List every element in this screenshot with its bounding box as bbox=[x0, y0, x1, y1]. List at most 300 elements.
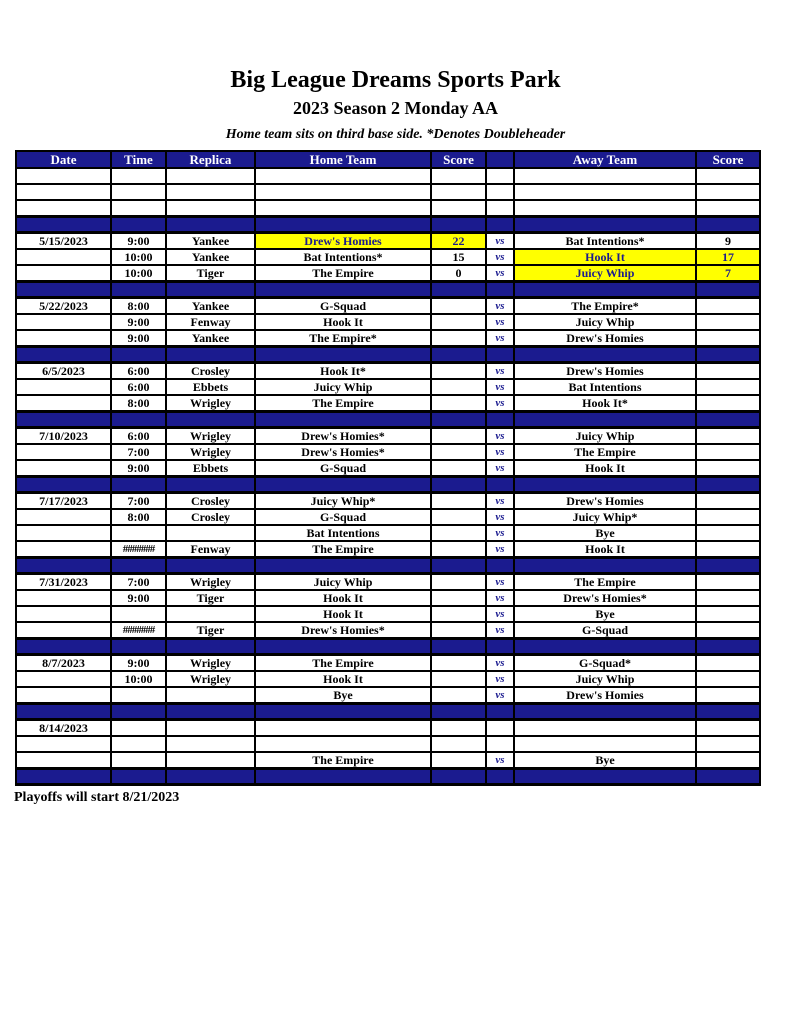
vs-cell: vs bbox=[486, 232, 514, 249]
home-team-cell bbox=[255, 411, 431, 427]
replica-cell bbox=[166, 768, 255, 784]
time-cell bbox=[111, 168, 166, 184]
home-team-cell: Juicy Whip bbox=[255, 379, 431, 395]
away-team-cell: Bye bbox=[514, 525, 696, 541]
home-score-cell bbox=[431, 768, 486, 784]
home-team-cell bbox=[255, 736, 431, 752]
time-cell: ####### bbox=[111, 622, 166, 639]
date-cell bbox=[16, 168, 111, 184]
date-cell bbox=[16, 590, 111, 606]
date-cell: 7/10/2023 bbox=[16, 427, 111, 444]
away-team-cell: Bat Intentions bbox=[514, 379, 696, 395]
home-team-cell: The Empire bbox=[255, 265, 431, 282]
home-team-cell: Hook It bbox=[255, 671, 431, 687]
home-score-cell: 15 bbox=[431, 249, 486, 265]
away-score-cell bbox=[696, 573, 760, 590]
replica-cell bbox=[166, 216, 255, 232]
time-cell bbox=[111, 768, 166, 784]
date-cell bbox=[16, 411, 111, 427]
replica-cell: Ebbets bbox=[166, 460, 255, 477]
time-cell: 10:00 bbox=[111, 249, 166, 265]
time-cell bbox=[111, 525, 166, 541]
date-cell: 7/31/2023 bbox=[16, 573, 111, 590]
replica-cell: Tiger bbox=[166, 622, 255, 639]
replica-cell bbox=[166, 525, 255, 541]
home-team-cell bbox=[255, 200, 431, 216]
home-score-cell bbox=[431, 346, 486, 362]
time-cell bbox=[111, 719, 166, 736]
time-cell: 7:00 bbox=[111, 444, 166, 460]
vs-cell: vs bbox=[486, 460, 514, 477]
away-team-cell: Drew's Homies* bbox=[514, 590, 696, 606]
date-cell bbox=[16, 752, 111, 769]
away-score-cell bbox=[696, 346, 760, 362]
home-team-cell: Hook It bbox=[255, 314, 431, 330]
home-score-cell bbox=[431, 314, 486, 330]
home-team-cell: Hook It* bbox=[255, 362, 431, 379]
schedule-row bbox=[16, 395, 760, 412]
away-team-cell: Juicy Whip bbox=[514, 671, 696, 687]
replica-cell bbox=[166, 703, 255, 719]
separator-row bbox=[16, 476, 760, 492]
away-team-cell: Juicy Whip bbox=[514, 265, 696, 282]
date-cell bbox=[16, 281, 111, 297]
date-cell bbox=[16, 346, 111, 362]
time-cell: 10:00 bbox=[111, 671, 166, 687]
replica-cell: Wrigley bbox=[166, 671, 255, 687]
home-score-cell bbox=[431, 654, 486, 671]
away-score-cell bbox=[696, 752, 760, 769]
date-cell bbox=[16, 460, 111, 477]
away-score-cell: 17 bbox=[696, 249, 760, 265]
away-team-cell: Hook It bbox=[514, 541, 696, 558]
replica-cell: Crosley bbox=[166, 492, 255, 509]
time-cell bbox=[111, 638, 166, 654]
home-score-cell bbox=[431, 460, 486, 477]
away-team-cell: G-Squad bbox=[514, 622, 696, 639]
time-cell bbox=[111, 557, 166, 573]
replica-cell: Wrigley bbox=[166, 395, 255, 412]
away-score-cell bbox=[696, 395, 760, 412]
vs-cell bbox=[486, 703, 514, 719]
time-cell: 7:00 bbox=[111, 492, 166, 509]
away-team-cell bbox=[514, 411, 696, 427]
time-cell: 8:00 bbox=[111, 509, 166, 525]
home-score-cell bbox=[431, 671, 486, 687]
home-score-cell bbox=[431, 687, 486, 704]
replica-cell: Ebbets bbox=[166, 379, 255, 395]
away-score-cell bbox=[696, 444, 760, 460]
header-row bbox=[16, 151, 760, 168]
away-team-cell: Drew's Homies bbox=[514, 687, 696, 704]
time-cell: 7:00 bbox=[111, 573, 166, 590]
replica-cell: Yankee bbox=[166, 249, 255, 265]
home-team-cell: Bat Intentions bbox=[255, 525, 431, 541]
vs-cell: vs bbox=[486, 509, 514, 525]
schedule-row bbox=[16, 525, 760, 541]
home-score-cell bbox=[431, 736, 486, 752]
date-cell bbox=[16, 622, 111, 639]
home-score-cell bbox=[431, 525, 486, 541]
replica-cell bbox=[166, 200, 255, 216]
time-cell bbox=[111, 736, 166, 752]
home-score-cell bbox=[431, 395, 486, 412]
empty-row bbox=[16, 736, 760, 752]
home-score-cell bbox=[431, 590, 486, 606]
time-cell bbox=[111, 703, 166, 719]
schedule-row bbox=[16, 460, 760, 477]
home-score-cell bbox=[431, 752, 486, 769]
home-team-cell: The Empire bbox=[255, 752, 431, 769]
home-score-cell: 0 bbox=[431, 265, 486, 282]
vs-cell: vs bbox=[486, 573, 514, 590]
time-cell bbox=[111, 411, 166, 427]
away-score-cell: 9 bbox=[696, 232, 760, 249]
date-cell bbox=[16, 557, 111, 573]
home-score-cell bbox=[431, 216, 486, 232]
away-team-cell bbox=[514, 703, 696, 719]
vs-cell bbox=[486, 200, 514, 216]
time-cell: 9:00 bbox=[111, 590, 166, 606]
home-score-cell bbox=[431, 184, 486, 200]
time-cell: 6:00 bbox=[111, 362, 166, 379]
replica-cell bbox=[166, 752, 255, 769]
replica-cell: Wrigley bbox=[166, 573, 255, 590]
replica-cell bbox=[166, 687, 255, 704]
schedule-row bbox=[16, 509, 760, 525]
away-team-cell: Hook It* bbox=[514, 395, 696, 412]
home-score-cell bbox=[431, 541, 486, 558]
schedule-row bbox=[16, 719, 760, 736]
vs-cell bbox=[486, 476, 514, 492]
date-cell bbox=[16, 444, 111, 460]
replica-cell bbox=[166, 476, 255, 492]
away-score-cell bbox=[696, 736, 760, 752]
home-team-cell bbox=[255, 476, 431, 492]
separator-row bbox=[16, 281, 760, 297]
away-score-cell bbox=[696, 654, 760, 671]
vs-cell: vs bbox=[486, 362, 514, 379]
schedule-row bbox=[16, 573, 760, 590]
home-team-cell bbox=[255, 638, 431, 654]
vs-cell: vs bbox=[486, 622, 514, 639]
date-cell bbox=[16, 541, 111, 558]
away-score-cell bbox=[696, 427, 760, 444]
vs-cell: vs bbox=[486, 541, 514, 558]
home-score-cell bbox=[431, 622, 486, 639]
time-cell: 9:00 bbox=[111, 232, 166, 249]
vs-cell: vs bbox=[486, 330, 514, 347]
separator-row bbox=[16, 346, 760, 362]
replica-cell bbox=[166, 719, 255, 736]
away-score-cell bbox=[696, 184, 760, 200]
home-team-cell bbox=[255, 768, 431, 784]
vs-cell: vs bbox=[486, 492, 514, 509]
away-score-cell bbox=[696, 509, 760, 525]
away-team-cell: Bat Intentions* bbox=[514, 232, 696, 249]
time-cell bbox=[111, 184, 166, 200]
column-header-vs bbox=[486, 151, 514, 168]
vs-cell: vs bbox=[486, 427, 514, 444]
schedule-row bbox=[16, 606, 760, 622]
home-team-cell bbox=[255, 346, 431, 362]
column-header-home-score: Score bbox=[431, 151, 486, 168]
replica-cell bbox=[166, 411, 255, 427]
empty-row bbox=[16, 184, 760, 200]
replica-cell: Crosley bbox=[166, 509, 255, 525]
schedule-row bbox=[16, 654, 760, 671]
time-cell bbox=[111, 687, 166, 704]
replica-cell: Tiger bbox=[166, 265, 255, 282]
away-team-cell: Hook It bbox=[514, 460, 696, 477]
time-cell: 10:00 bbox=[111, 265, 166, 282]
away-score-cell bbox=[696, 606, 760, 622]
date-cell bbox=[16, 314, 111, 330]
schedule-row bbox=[16, 590, 760, 606]
away-score-cell bbox=[696, 168, 760, 184]
time-cell: 8:00 bbox=[111, 297, 166, 314]
replica-cell: Wrigley bbox=[166, 427, 255, 444]
home-score-cell bbox=[431, 168, 486, 184]
separator-row bbox=[16, 411, 760, 427]
schedule-row bbox=[16, 622, 760, 639]
vs-cell: vs bbox=[486, 314, 514, 330]
away-score-cell bbox=[696, 557, 760, 573]
empty-row bbox=[16, 168, 760, 184]
column-header-date: Date bbox=[16, 151, 111, 168]
vs-cell: vs bbox=[486, 671, 514, 687]
schedule-row bbox=[16, 297, 760, 314]
away-score-cell bbox=[696, 622, 760, 639]
vs-cell: vs bbox=[486, 752, 514, 769]
replica-cell: Wrigley bbox=[166, 444, 255, 460]
replica-cell bbox=[166, 606, 255, 622]
vs-cell bbox=[486, 768, 514, 784]
vs-cell: vs bbox=[486, 606, 514, 622]
vs-cell bbox=[486, 281, 514, 297]
schedule-note: Home team sits on third base side. *Denotes Doubleheader bbox=[225, 127, 566, 142]
date-cell bbox=[16, 265, 111, 282]
away-team-cell bbox=[514, 346, 696, 362]
away-team-cell bbox=[514, 557, 696, 573]
time-cell: 6:00 bbox=[111, 379, 166, 395]
date-cell bbox=[16, 476, 111, 492]
vs-cell bbox=[486, 346, 514, 362]
home-team-cell: The Empire* bbox=[255, 330, 431, 347]
vs-cell: vs bbox=[486, 590, 514, 606]
away-team-cell: Bye bbox=[514, 606, 696, 622]
vs-cell: vs bbox=[486, 444, 514, 460]
home-team-cell: Hook It bbox=[255, 606, 431, 622]
away-team-cell bbox=[514, 719, 696, 736]
date-cell bbox=[16, 638, 111, 654]
time-cell: 6:00 bbox=[111, 427, 166, 444]
home-score-cell bbox=[431, 200, 486, 216]
separator-row bbox=[16, 557, 760, 573]
home-score-cell bbox=[431, 703, 486, 719]
vs-cell: vs bbox=[486, 249, 514, 265]
date-cell bbox=[16, 395, 111, 412]
home-score-cell bbox=[431, 476, 486, 492]
home-team-cell: G-Squad bbox=[255, 509, 431, 525]
home-team-cell bbox=[255, 719, 431, 736]
schedule-table bbox=[15, 150, 761, 786]
home-score-cell: 22 bbox=[431, 232, 486, 249]
date-cell: 5/15/2023 bbox=[16, 232, 111, 249]
away-team-cell bbox=[514, 168, 696, 184]
time-cell: 8:00 bbox=[111, 395, 166, 412]
replica-cell bbox=[166, 184, 255, 200]
time-cell bbox=[111, 216, 166, 232]
date-cell bbox=[16, 330, 111, 347]
home-team-cell: Drew's Homies* bbox=[255, 622, 431, 639]
date-cell bbox=[16, 736, 111, 752]
vs-cell bbox=[486, 557, 514, 573]
replica-cell: Yankee bbox=[166, 330, 255, 347]
replica-cell bbox=[166, 346, 255, 362]
vs-cell bbox=[486, 411, 514, 427]
date-cell bbox=[16, 525, 111, 541]
away-score-cell bbox=[696, 216, 760, 232]
schedule-row bbox=[16, 752, 760, 769]
away-team-cell: Drew's Homies bbox=[514, 362, 696, 379]
away-team-cell: Juicy Whip* bbox=[514, 509, 696, 525]
time-cell bbox=[111, 281, 166, 297]
replica-cell: Fenway bbox=[166, 314, 255, 330]
away-score-cell bbox=[696, 590, 760, 606]
date-cell: 7/17/2023 bbox=[16, 492, 111, 509]
away-team-cell: Drew's Homies bbox=[514, 330, 696, 347]
away-score-cell bbox=[696, 200, 760, 216]
home-score-cell bbox=[431, 573, 486, 590]
replica-cell: Wrigley bbox=[166, 654, 255, 671]
separator-row bbox=[16, 638, 760, 654]
time-cell bbox=[111, 752, 166, 769]
away-team-cell: Hook It bbox=[514, 249, 696, 265]
vs-cell bbox=[486, 719, 514, 736]
away-team-cell: Bye bbox=[514, 752, 696, 769]
home-score-cell bbox=[431, 411, 486, 427]
date-cell bbox=[16, 509, 111, 525]
schedule-row bbox=[16, 249, 760, 265]
time-cell bbox=[111, 476, 166, 492]
home-score-cell bbox=[431, 638, 486, 654]
home-team-cell: Drew's Homies bbox=[255, 232, 431, 249]
vs-cell: vs bbox=[486, 379, 514, 395]
home-team-cell: The Empire bbox=[255, 395, 431, 412]
separator-row bbox=[16, 768, 760, 784]
home-team-cell: Juicy Whip bbox=[255, 573, 431, 590]
vs-cell: vs bbox=[486, 687, 514, 704]
date-cell bbox=[16, 216, 111, 232]
column-header-replica: Replica bbox=[166, 151, 255, 168]
date-cell: 8/14/2023 bbox=[16, 719, 111, 736]
away-score-cell bbox=[696, 719, 760, 736]
home-score-cell bbox=[431, 509, 486, 525]
home-team-cell bbox=[255, 168, 431, 184]
home-team-cell: Bye bbox=[255, 687, 431, 704]
away-score-cell: 7 bbox=[696, 265, 760, 282]
home-score-cell bbox=[431, 492, 486, 509]
schedule-row bbox=[16, 541, 760, 558]
schedule-row bbox=[16, 265, 760, 282]
vs-cell bbox=[486, 184, 514, 200]
replica-cell: Tiger bbox=[166, 590, 255, 606]
away-score-cell bbox=[696, 671, 760, 687]
date-cell bbox=[16, 687, 111, 704]
home-score-cell bbox=[431, 281, 486, 297]
replica-cell bbox=[166, 168, 255, 184]
vs-cell bbox=[486, 736, 514, 752]
replica-cell: Crosley bbox=[166, 362, 255, 379]
home-team-cell: The Empire bbox=[255, 541, 431, 558]
away-score-cell bbox=[696, 492, 760, 509]
vs-cell bbox=[486, 216, 514, 232]
page-title: Big League Dreams Sports Park bbox=[230, 67, 561, 93]
time-cell: 9:00 bbox=[111, 330, 166, 347]
home-team-cell: Drew's Homies* bbox=[255, 427, 431, 444]
home-score-cell bbox=[431, 557, 486, 573]
away-team-cell: The Empire bbox=[514, 444, 696, 460]
date-cell bbox=[16, 379, 111, 395]
empty-row bbox=[16, 200, 760, 216]
away-score-cell bbox=[696, 314, 760, 330]
home-team-cell: Hook It bbox=[255, 590, 431, 606]
playoffs-note: Playoffs will start 8/21/2023 bbox=[14, 789, 180, 805]
home-score-cell bbox=[431, 444, 486, 460]
time-cell: 9:00 bbox=[111, 654, 166, 671]
replica-cell: Fenway bbox=[166, 541, 255, 558]
home-team-cell bbox=[255, 557, 431, 573]
home-score-cell bbox=[431, 362, 486, 379]
time-cell: 9:00 bbox=[111, 460, 166, 477]
schedule-row bbox=[16, 492, 760, 509]
column-header-time: Time bbox=[111, 151, 166, 168]
away-score-cell bbox=[696, 476, 760, 492]
time-cell bbox=[111, 346, 166, 362]
time-cell: 9:00 bbox=[111, 314, 166, 330]
away-score-cell bbox=[696, 638, 760, 654]
schedule-row bbox=[16, 444, 760, 460]
away-score-cell bbox=[696, 687, 760, 704]
date-cell: 8/7/2023 bbox=[16, 654, 111, 671]
replica-cell bbox=[166, 281, 255, 297]
away-score-cell bbox=[696, 460, 760, 477]
schedule-row bbox=[16, 687, 760, 704]
away-score-cell bbox=[696, 281, 760, 297]
column-header-away-team: Away Team bbox=[514, 151, 696, 168]
column-header-home-team: Home Team bbox=[255, 151, 431, 168]
away-score-cell bbox=[696, 362, 760, 379]
schedule-row bbox=[16, 379, 760, 395]
away-score-cell bbox=[696, 541, 760, 558]
date-cell bbox=[16, 671, 111, 687]
schedule-row bbox=[16, 232, 760, 249]
away-team-cell bbox=[514, 736, 696, 752]
away-score-cell bbox=[696, 297, 760, 314]
home-score-cell bbox=[431, 427, 486, 444]
home-team-cell bbox=[255, 281, 431, 297]
home-team-cell: Bat Intentions* bbox=[255, 249, 431, 265]
title-block bbox=[0, 0, 791, 143]
replica-cell: Yankee bbox=[166, 297, 255, 314]
home-score-cell bbox=[431, 719, 486, 736]
home-score-cell bbox=[431, 330, 486, 347]
away-team-cell: Drew's Homies bbox=[514, 492, 696, 509]
away-team-cell bbox=[514, 281, 696, 297]
away-team-cell bbox=[514, 768, 696, 784]
home-score-cell bbox=[431, 606, 486, 622]
